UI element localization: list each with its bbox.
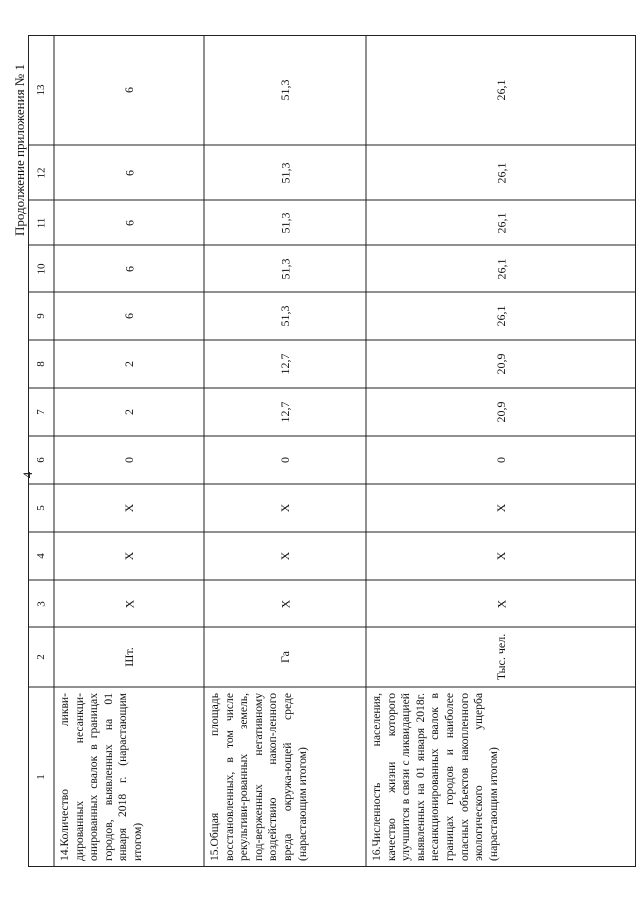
value-cell: 2 <box>121 409 136 415</box>
continuation-label: Продолжение приложения № 1 <box>12 64 27 236</box>
value-cell: 51,3 <box>277 305 292 327</box>
indicator-name: 16.Численность населения, качество жизни которого улучшится в связи с ликвидацией выявленных на 01 января 2018г. несанкционированных свалок в границах городов и наиболее опасных объектов накопленного экологического ущерба (нарастающим итогом) <box>370 693 500 861</box>
value-cell: 0 <box>121 457 136 463</box>
value-cell: 6 <box>121 87 136 93</box>
value-cell: Х <box>277 503 292 513</box>
value-cell: 51,3 <box>277 162 292 183</box>
value-cell: 6 <box>121 219 136 226</box>
value-cell: 2 <box>121 361 136 367</box>
value-cell: Х <box>121 503 136 513</box>
header-cell: 10 <box>35 263 47 274</box>
value-cell: 26,1 <box>493 258 508 279</box>
value-cell: 6 <box>121 313 136 319</box>
value-cell: Х <box>121 599 136 608</box>
value-cell: 51,3 <box>277 212 292 233</box>
header-cell: 12 <box>35 167 47 178</box>
header-cell: 2 <box>35 654 47 660</box>
indicator-name: 14.Количество ликви-дированных несанкци-онированных свалок в границах городов, выявленных на 01 января 2018 г. (нарастающим итогом) <box>58 693 144 861</box>
value-cell: 26,1 <box>493 162 508 183</box>
header-cell: 6 <box>35 457 47 463</box>
value-cell: Х <box>493 551 508 561</box>
value-cell: 6 <box>121 265 136 272</box>
value-cell: 20,9 <box>493 401 508 423</box>
unit-cell: Шт. <box>121 647 136 667</box>
header-cell: 8 <box>35 361 47 367</box>
value-cell: Х <box>121 551 136 561</box>
page-number: 4 <box>20 471 35 479</box>
value-cell: Х <box>277 551 292 561</box>
value-cell: 20,9 <box>493 353 508 375</box>
value-cell: 12,7 <box>277 401 292 423</box>
header-cell: 4 <box>35 553 47 559</box>
data-table <box>28 35 636 867</box>
value-cell: 26,1 <box>493 79 508 101</box>
value-cell: 51,3 <box>277 79 292 101</box>
value-cell: Х <box>493 503 508 513</box>
header-cell: 5 <box>35 505 47 511</box>
value-cell: 0 <box>493 457 508 463</box>
value-cell: 26,1 <box>493 305 508 327</box>
value-cell: 26,1 <box>493 212 508 233</box>
value-cell: Х <box>493 599 508 608</box>
value-cell: 0 <box>277 457 292 463</box>
header-cell: 7 <box>35 409 47 415</box>
unit-cell: Тыс. чел. <box>493 633 508 681</box>
value-cell: 12,7 <box>277 353 292 375</box>
value-cell: Х <box>277 599 292 608</box>
header-cell: 11 <box>35 217 47 228</box>
unit-cell: Га <box>277 651 292 663</box>
header-cell: 1 <box>35 774 47 780</box>
indicator-name: 15.Общая площадь восстановленных, в том числе рекультиви-рованных земель, под-верженных негативному воздействию накоп-ленного вреда окружа-ющей среде (нарастающим итогом) <box>208 693 309 861</box>
value-cell: 6 <box>121 169 136 176</box>
header-cell: 13 <box>35 84 47 96</box>
value-cell: 51,3 <box>277 258 292 279</box>
header-cell: 9 <box>35 313 47 319</box>
header-cell: 3 <box>35 600 47 607</box>
